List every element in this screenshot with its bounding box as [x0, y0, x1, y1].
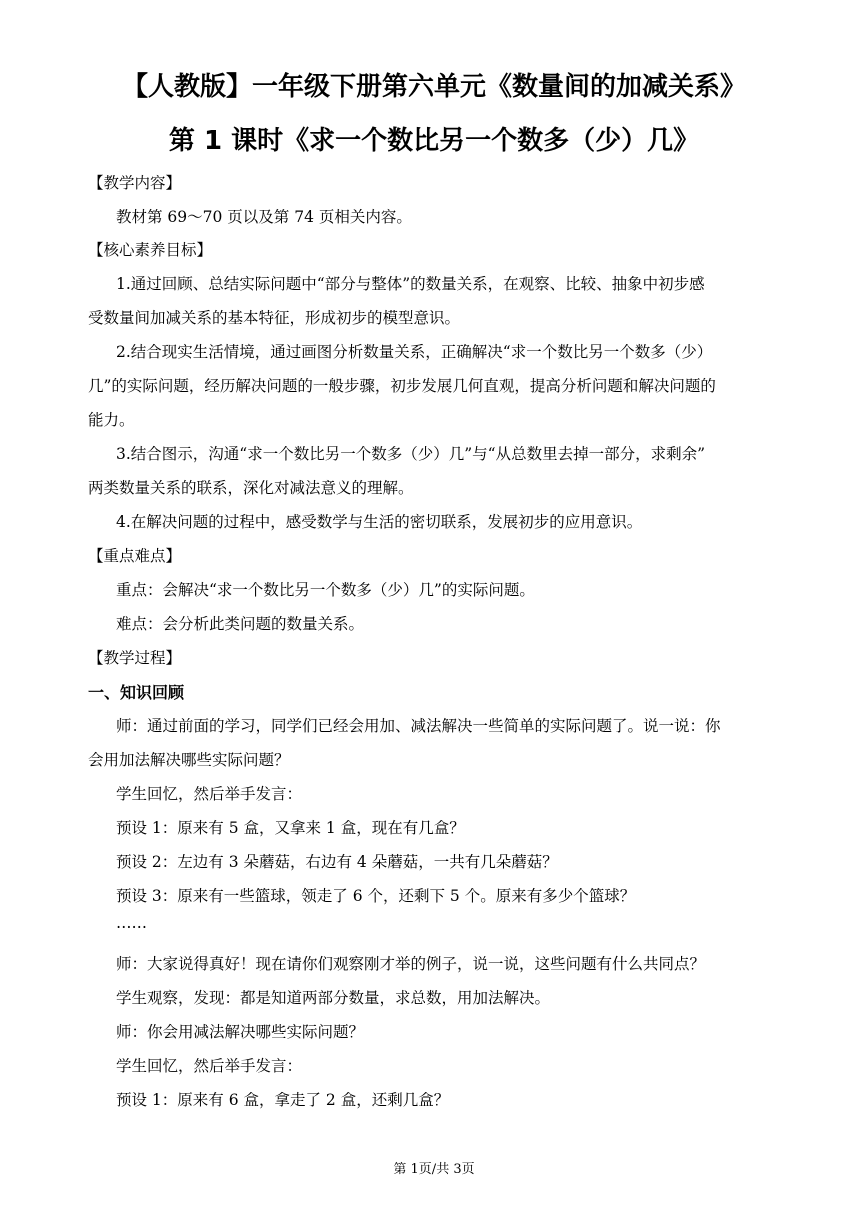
- content-heading: 【教学内容】: [88, 174, 182, 192]
- goal-1-line-1: 1.通过回顾、总结实际问题中“部分与整体”的数量关系，在观察、比较、抽象中初步感: [116, 275, 705, 293]
- goal-3-line-1: 3.结合图示，沟通“求一个数比另一个数多（少）几”与“从总数里去掉一部分，求剩余”: [116, 445, 705, 463]
- goal-2-line-2: 几”的实际问题，经历解决问题的一般步骤，初步发展几何直观，提高分析问题和解决问题的: [88, 377, 716, 395]
- paragraph-10: 学生回忆，然后举手发言：: [116, 1057, 303, 1075]
- difficult-point: 难点：会分析此类问题的数量关系。: [116, 615, 365, 633]
- goal-2-line-3: 能力。: [88, 411, 135, 429]
- process-heading: 【教学过程】: [88, 649, 182, 667]
- key-point: 重点：会解决“求一个数比另一个数多（少）几”的实际问题。: [116, 581, 535, 599]
- paragraph-1-line-1: 师：通过前面的学习，同学们已经会用加、减法解决一些简单的实际问题了。说一说：你: [116, 717, 721, 735]
- goal-3-line-2: 两类数量关系的联系，深化对减法意义的理解。: [88, 479, 414, 497]
- part-1-heading: 一、知识回顾: [88, 683, 185, 702]
- paragraph-3: 预设 1：原来有 5 盒，又拿来 1 盒，现在有几盒？: [116, 819, 465, 837]
- paragraph-8: 学生观察，发现：都是知道两部分数量，求总数，用加法解决。: [116, 989, 551, 1007]
- goal-4: 4.在解决问题的过程中，感受数学与生活的密切联系，发展初步的应用意识。: [116, 513, 643, 531]
- page-footer: 第 1页/共 3页: [393, 1162, 475, 1177]
- keypoints-heading: 【重点难点】: [88, 547, 182, 565]
- goals-heading: 【核心素养目标】: [88, 241, 213, 259]
- paragraph-2: 学生回忆，然后举手发言：: [116, 785, 303, 803]
- paragraph-11: 预设 1：原来有 6 盒，拿走了 2 盒，还剩几盒？: [116, 1091, 450, 1109]
- paragraph-7: 师：大家说得真好！现在请你们观察刚才举的例子，说一说，这些问题有什么共同点？: [116, 955, 706, 973]
- lesson-title: 第 1 课时《求一个数比另一个数多（少）几》: [168, 126, 700, 156]
- paragraph-4: 预设 2：左边有 3 朵蘑菇，右边有 4 朵蘑菇，一共有几朵蘑菇？: [116, 853, 558, 871]
- paragraph-9: 师：你会用减法解决哪些实际问题？: [116, 1023, 365, 1041]
- content-text: 教材第 69～70 页以及第 74 页相关内容。: [116, 208, 412, 226]
- document-title: 【人教版】一年级下册第六单元《数量间的加减关系》: [121, 72, 746, 102]
- paragraph-5: 预设 3：原来有一些篮球，领走了 6 个，还剩下 5 个。原来有多少个篮球？: [116, 887, 636, 905]
- ellipsis: ……: [116, 914, 147, 932]
- paragraph-1-line-2: 会用加法解决哪些实际问题？: [88, 751, 290, 769]
- goal-1-line-2: 受数量间加减关系的基本特征，形成初步的模型意识。: [88, 309, 461, 327]
- goal-2-line-1: 2.结合现实生活情境，通过画图分析数量关系，正确解决“求一个数比另一个数多（少）: [116, 343, 713, 361]
